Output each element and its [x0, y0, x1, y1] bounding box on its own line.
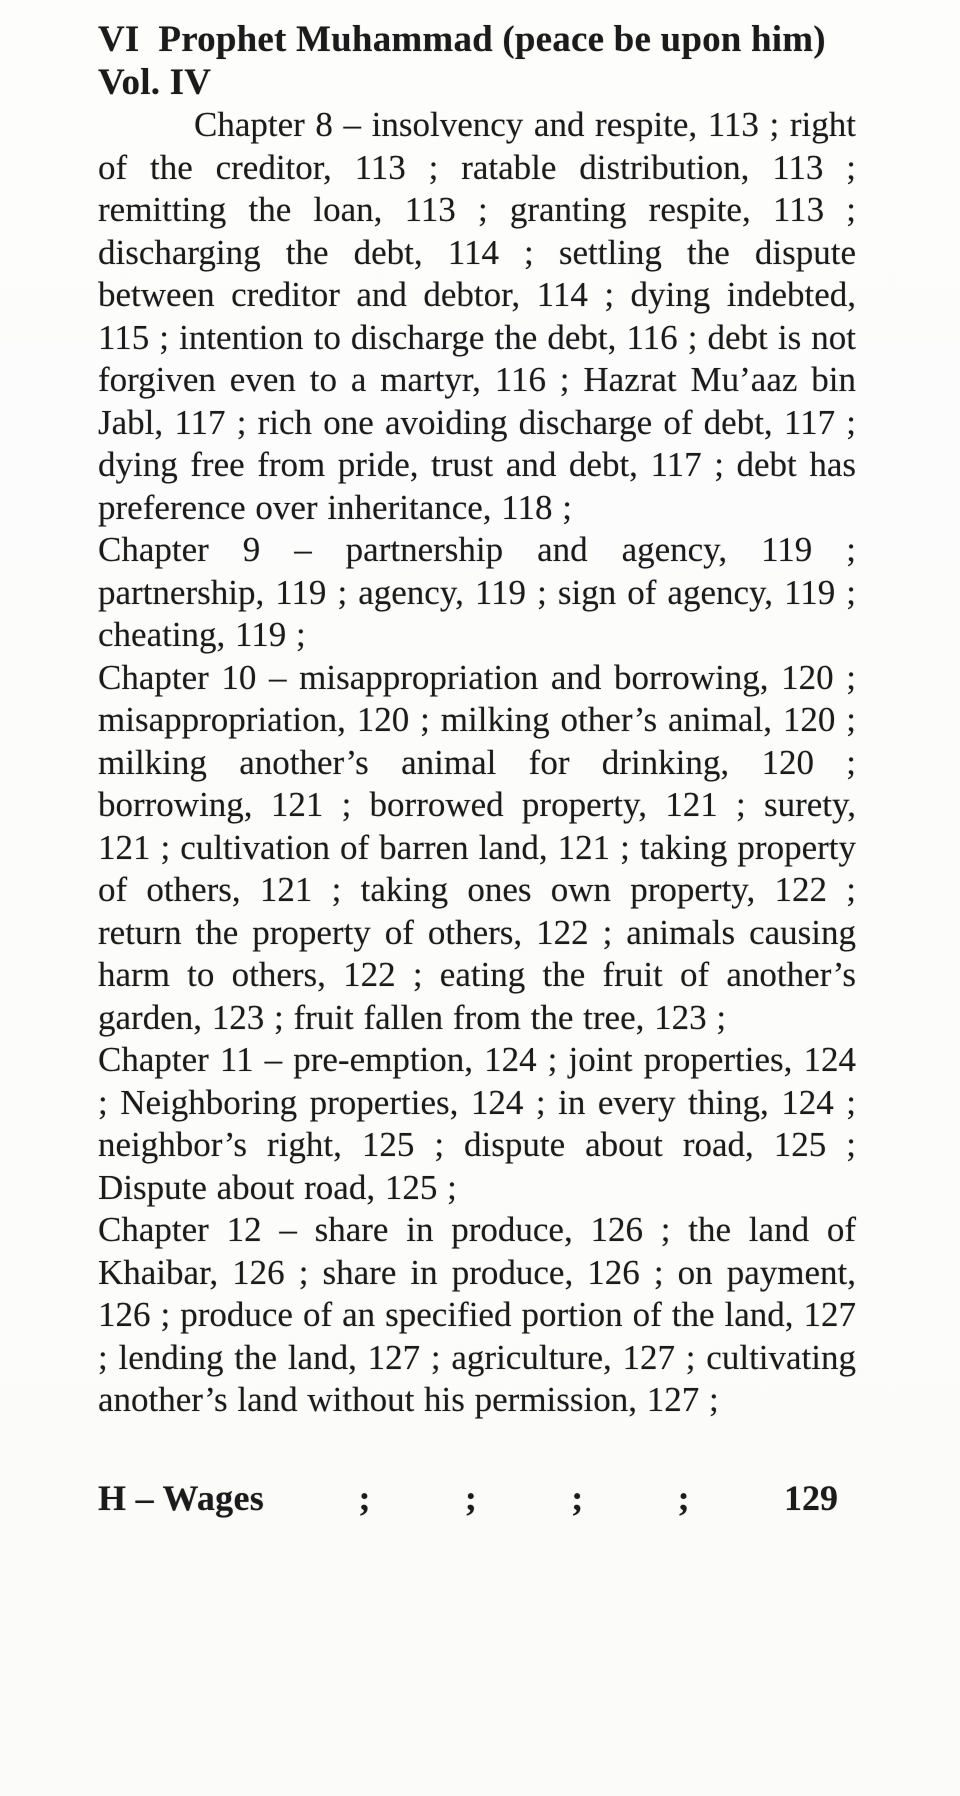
- page-number: 129: [783, 1477, 838, 1518]
- index-paragraph-chapter-12: Chapter 12 – share in produce, 126 ; the land of Khaibar, 126 ; share in produce, 126 ; on payment, 126 ; produce of an specified portion of the land, 127 ; lending the land, 127 ; agriculture, 127 ; cultivating another’s land without his permission, 127 ;: [98, 1210, 856, 1419]
- index-paragraph-chapter-8: Chapter 8 – insolvency and respite, 113 ; right of the creditor, 113 ; ratable distribution, 113 ; remitting the loan, 113 ; granting respite, 113 ; discharging the debt, 114 ; settling the dispute between creditor and debtor, 114 ; dying indebted, 115 ; intention to discharge the debt, 116 ; debt is not forgiven even to a martyr, 116 ; Hazrat Mu’aaz bin Jabl, 117 ; rich one avoiding discharge of debt, 117 ; dying free from pride, trust and debt, 117 ; debt has preference over inheritance, 118 ;: [98, 105, 856, 527]
- footer-separator-3: ;: [571, 1477, 584, 1518]
- index-paragraph-chapter-10: Chapter 10 – misappropriation and borrowing, 120 ; misappropriation, 120 ; milking other’s animal, 120 ; milking another’s animal for drinking, 120 ; borrowing, 121 ; borrowed property, 121 ; surety, 121 ; cultivation of barren land, 121 ; taking property of others, 121 ; taking ones own property, 122 ; return the property of others, 122 ; animals causing harm to others, 122 ; eating the fruit of another’s garden, 123 ; fruit fallen from the tree, 123 ;: [98, 657, 856, 1037]
- footer-separator-2: ;: [464, 1477, 477, 1518]
- page-title: VI Prophet Muhammad (peace be upon him) Vol. IV: [98, 19, 835, 103]
- footer-row: [98, 1476, 838, 1520]
- index-paragraph-chapter-11: Chapter 11 – pre-emption, 124 ; joint properties, 124 ; Neighboring properties, 124 ; in every thing, 124 ; neighbor’s right, 125 ; dispute about road, 125 ; Dispute about road, 125 ;: [98, 1040, 856, 1207]
- footer-separator-4: ;: [677, 1477, 690, 1518]
- text-column: [98, 18, 856, 1520]
- footer-section-label: H – Wages: [98, 1477, 265, 1518]
- footer-separator-1: ;: [358, 1477, 371, 1518]
- index-paragraph-chapter-9: Chapter 9 – partnership and agency, 119 ; partnership, 119 ; agency, 119 ; sign of agency, 119 ; cheating, 119 ;: [98, 530, 856, 654]
